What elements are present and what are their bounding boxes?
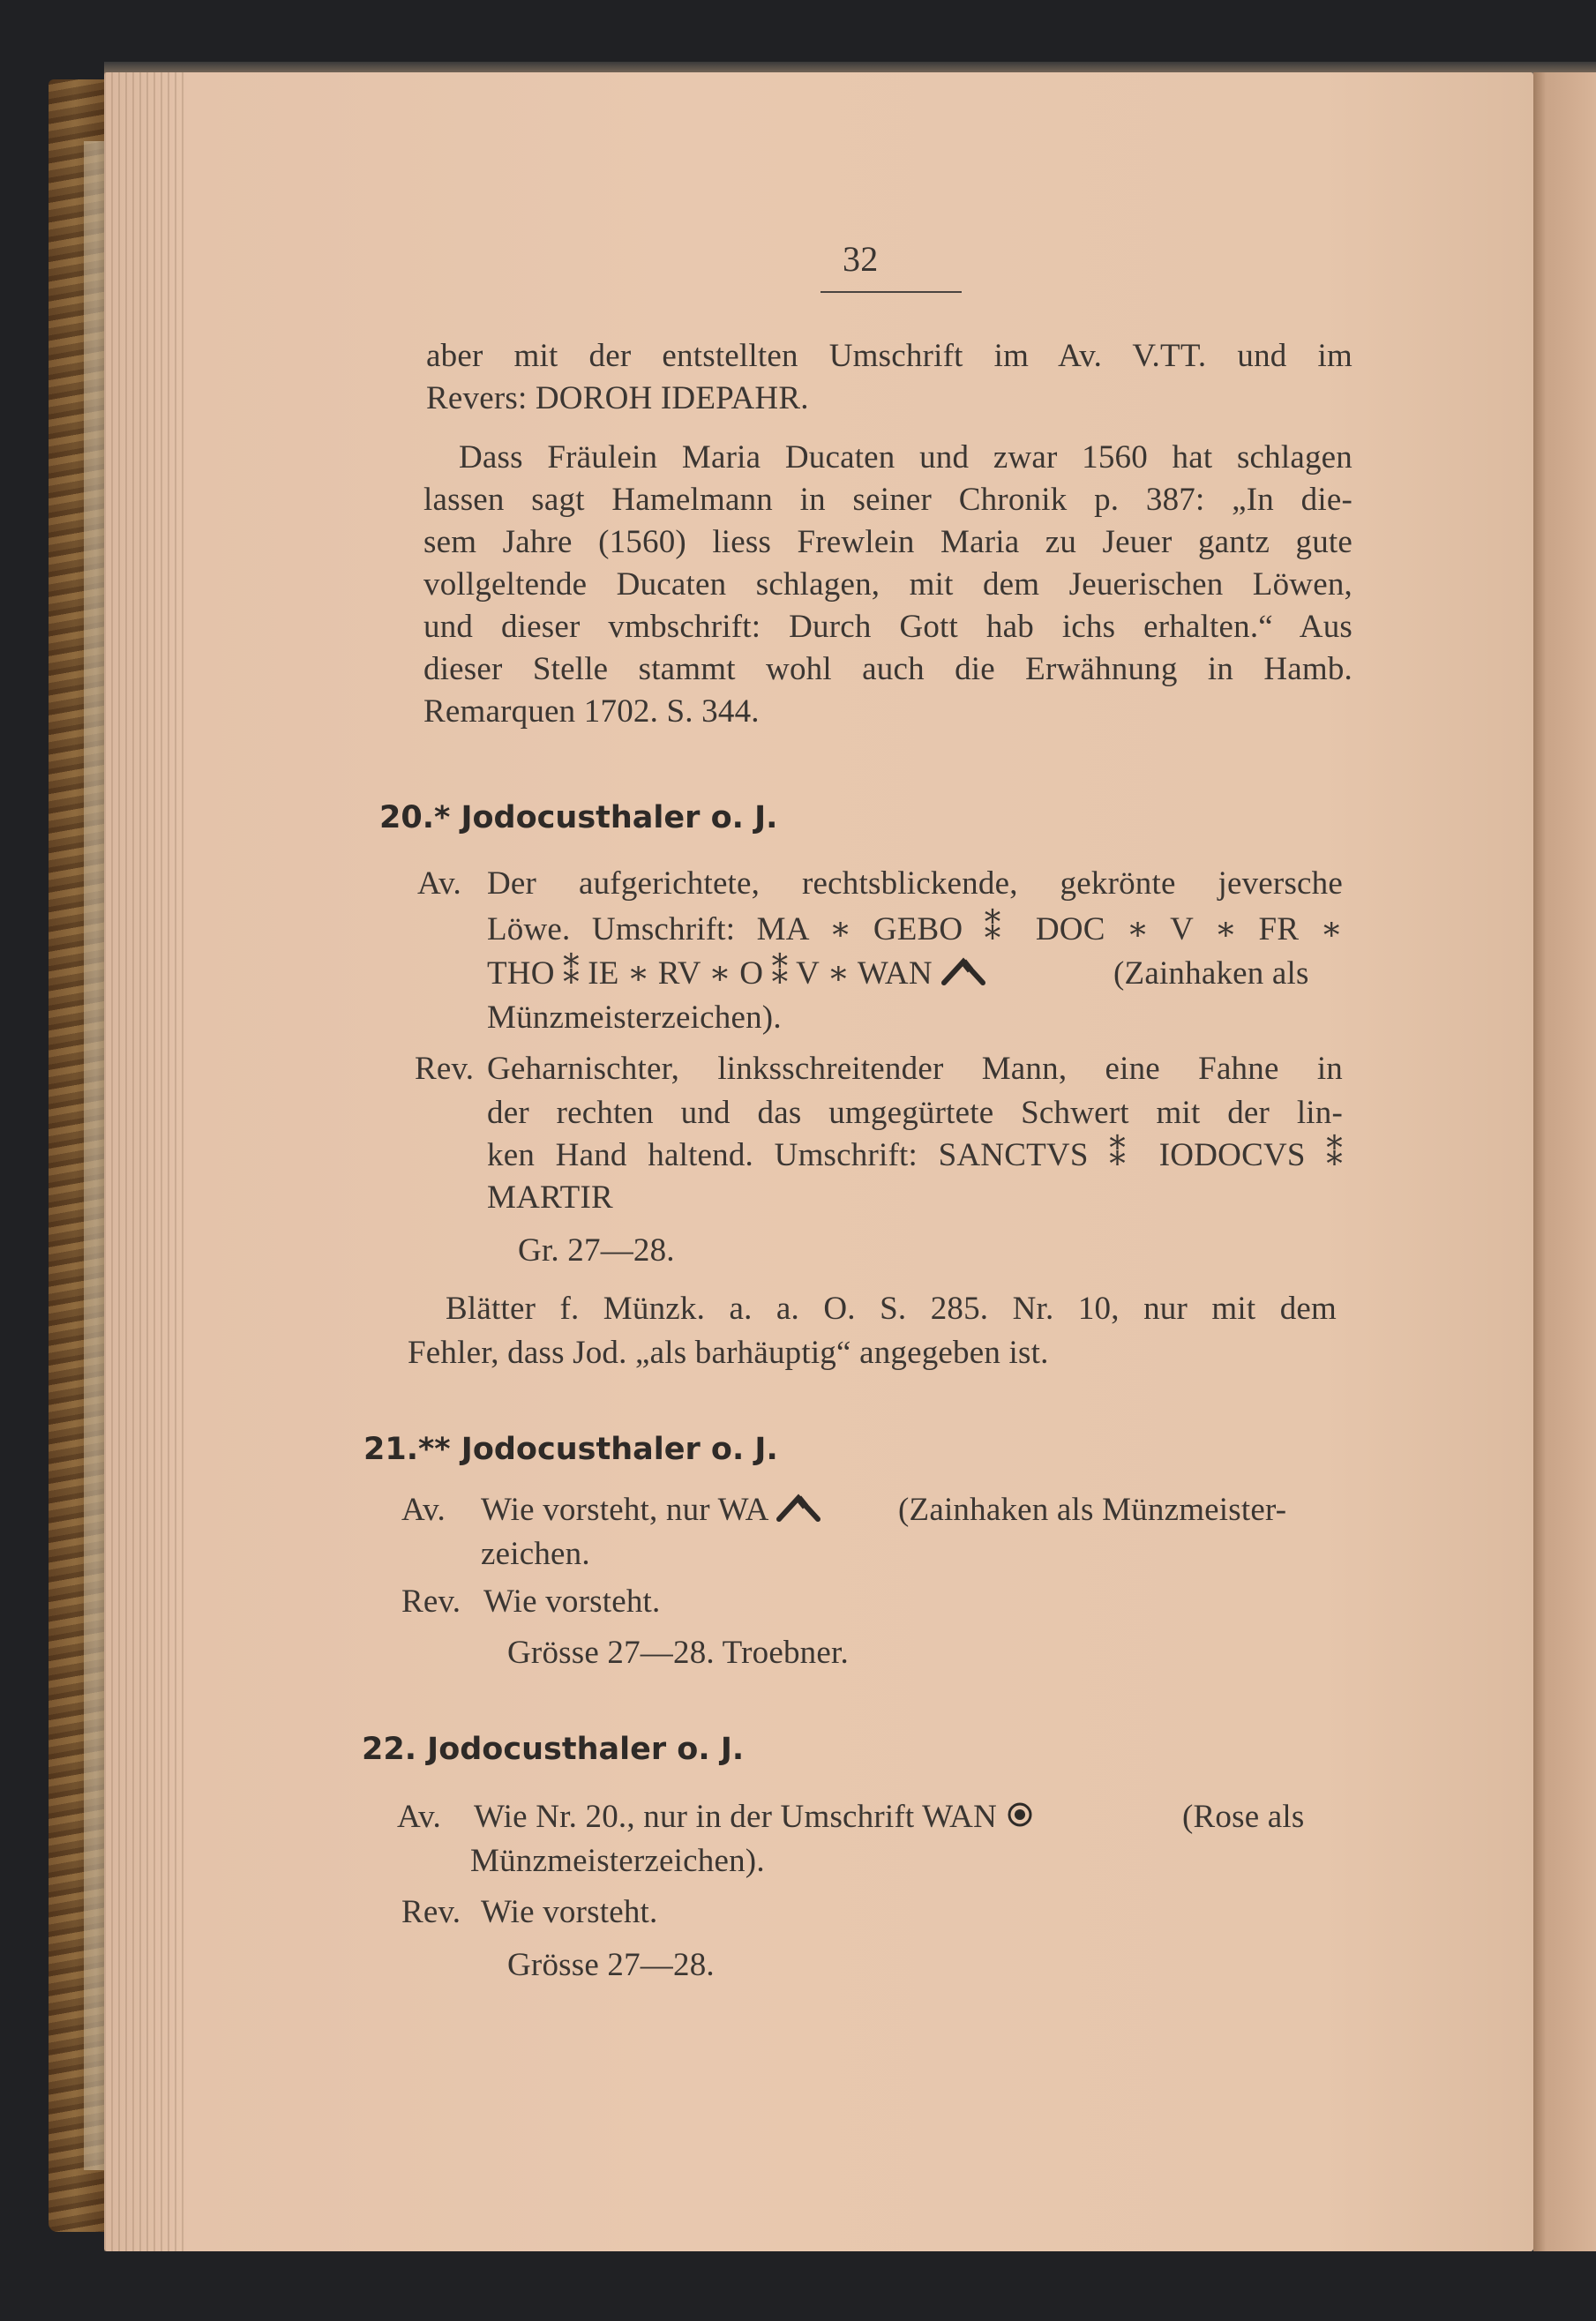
entry-20-av-line-1: Der aufgerichtete, rechtsblickende, gekrönte jeversche xyxy=(487,865,1343,902)
entry-22-av-line-2: Münzmeisterzeichen). xyxy=(470,1843,765,1879)
entry-20-heading: 20.* Jodocusthaler o. J. xyxy=(379,800,778,835)
entry-20-rev-line-2: der rechten und das umgegürtete Schwert mit der lin- xyxy=(487,1095,1343,1131)
entry-22-av-line-1-text: Wie Nr. 20., nur in der Umschrift WAN xyxy=(474,1799,998,1835)
page-number: 32 xyxy=(843,239,879,279)
entry-22-av-label: Av. xyxy=(397,1799,441,1835)
intro-line-1: aber mit der entstellten Umschrift im Av. V.TT. und im xyxy=(426,338,1352,374)
entry-22-heading: 22. Jodocusthaler o. J. xyxy=(362,1732,745,1767)
facing-page-strip xyxy=(1533,72,1596,2251)
entry-20-av-line-4: Münzmeisterzeichen). xyxy=(487,1000,782,1036)
entry-20-note-line-2: Fehler, dass Jod. „als barhäuptig“ angegeben ist. xyxy=(408,1335,1049,1371)
entry-20-av-label: Av. xyxy=(417,865,461,902)
entry-21-size: Grösse 27—28. Troebner. xyxy=(507,1635,849,1671)
entry-20-rev-label: Rev. xyxy=(415,1051,475,1087)
entry-20-rev-line-3: ken Hand haltend. Umschrift: SANCTVS ⁑ IODOCVS ⁑ xyxy=(487,1137,1343,1173)
paragraph-line-4: vollgeltende Ducaten schlagen, mit dem Jeuerischen Löwen, xyxy=(423,566,1352,603)
paragraph-line-6: dieser Stelle stammt wohl auch die Erwähnung in Hamb. xyxy=(423,651,1352,687)
entry-21-heading: 21.** Jodocusthaler o. J. xyxy=(363,1432,778,1467)
entry-22-av-line-1 xyxy=(474,1796,1035,1841)
zainhaken-mark-icon xyxy=(776,1492,821,1534)
entry-20-av-line-3-end: (Zainhaken als xyxy=(1113,955,1309,992)
page-stack-edges xyxy=(104,72,184,2251)
entry-21-av-line-1 xyxy=(481,1489,821,1534)
page-number-rule xyxy=(820,291,962,293)
entry-21-av-line-2: zeichen. xyxy=(481,1536,590,1572)
entry-20-note-line-1: Blätter f. Münzk. a. a. O. S. 285. Nr. 10, nur mit dem xyxy=(446,1291,1337,1327)
zainhaken-mark-icon xyxy=(940,955,986,998)
intro-line-2: Revers: DOROH IDEPAHR. xyxy=(426,380,809,416)
paragraph-line-1: Dass Fräulein Maria Ducaten und zwar 1560 hat schlagen xyxy=(459,439,1352,475)
paragraph-line-3: sem Jahre (1560) liess Frewlein Maria zu Jeuer gantz gute xyxy=(423,524,1352,560)
entry-20-size: Gr. 27—28. xyxy=(518,1232,675,1269)
entry-22-rev-label: Rev. xyxy=(401,1894,461,1930)
entry-22-size: Grösse 27—28. xyxy=(507,1947,715,1983)
entry-20-av-line-3 xyxy=(487,953,986,998)
entry-21-rev-label: Rev. xyxy=(401,1584,461,1620)
entry-21-av-line-1-end: (Zainhaken als Münzmeister- xyxy=(898,1492,1287,1528)
entry-21-rev: Wie vorsteht. xyxy=(483,1584,661,1620)
entry-20-rev-line-4: MARTIR xyxy=(487,1179,613,1216)
rose-mark-icon xyxy=(1005,1799,1035,1841)
entry-22-av-line-1-end: (Rose als xyxy=(1182,1799,1305,1835)
paragraph-line-7: Remarquen 1702. S. 344. xyxy=(423,693,760,730)
entry-20-rev-line-1: Geharnischter, linksschreitender Mann, eine Fahne in xyxy=(487,1051,1343,1087)
paragraph-line-5: und dieser vmbschrift: Durch Gott hab ichs erhalten.“ Aus xyxy=(423,609,1352,645)
entry-21-av-line-1-text: Wie vorsteht, nur WA xyxy=(481,1492,768,1528)
entry-20-av-line-3-text: THO ⁑ IE ∗ RV ∗ O ⁑ V ∗ WAN xyxy=(487,955,933,992)
entry-20-av-line-2: Löwe. Umschrift: MA ∗ GEBO ⁑ DOC ∗ V ∗ FR ∗ xyxy=(487,911,1343,947)
entry-22-rev: Wie vorsteht. xyxy=(481,1894,658,1930)
entry-21-av-label: Av. xyxy=(401,1492,446,1528)
paragraph-line-2: lassen sagt Hamelmann in seiner Chronik p. 387: „In die- xyxy=(423,482,1352,518)
